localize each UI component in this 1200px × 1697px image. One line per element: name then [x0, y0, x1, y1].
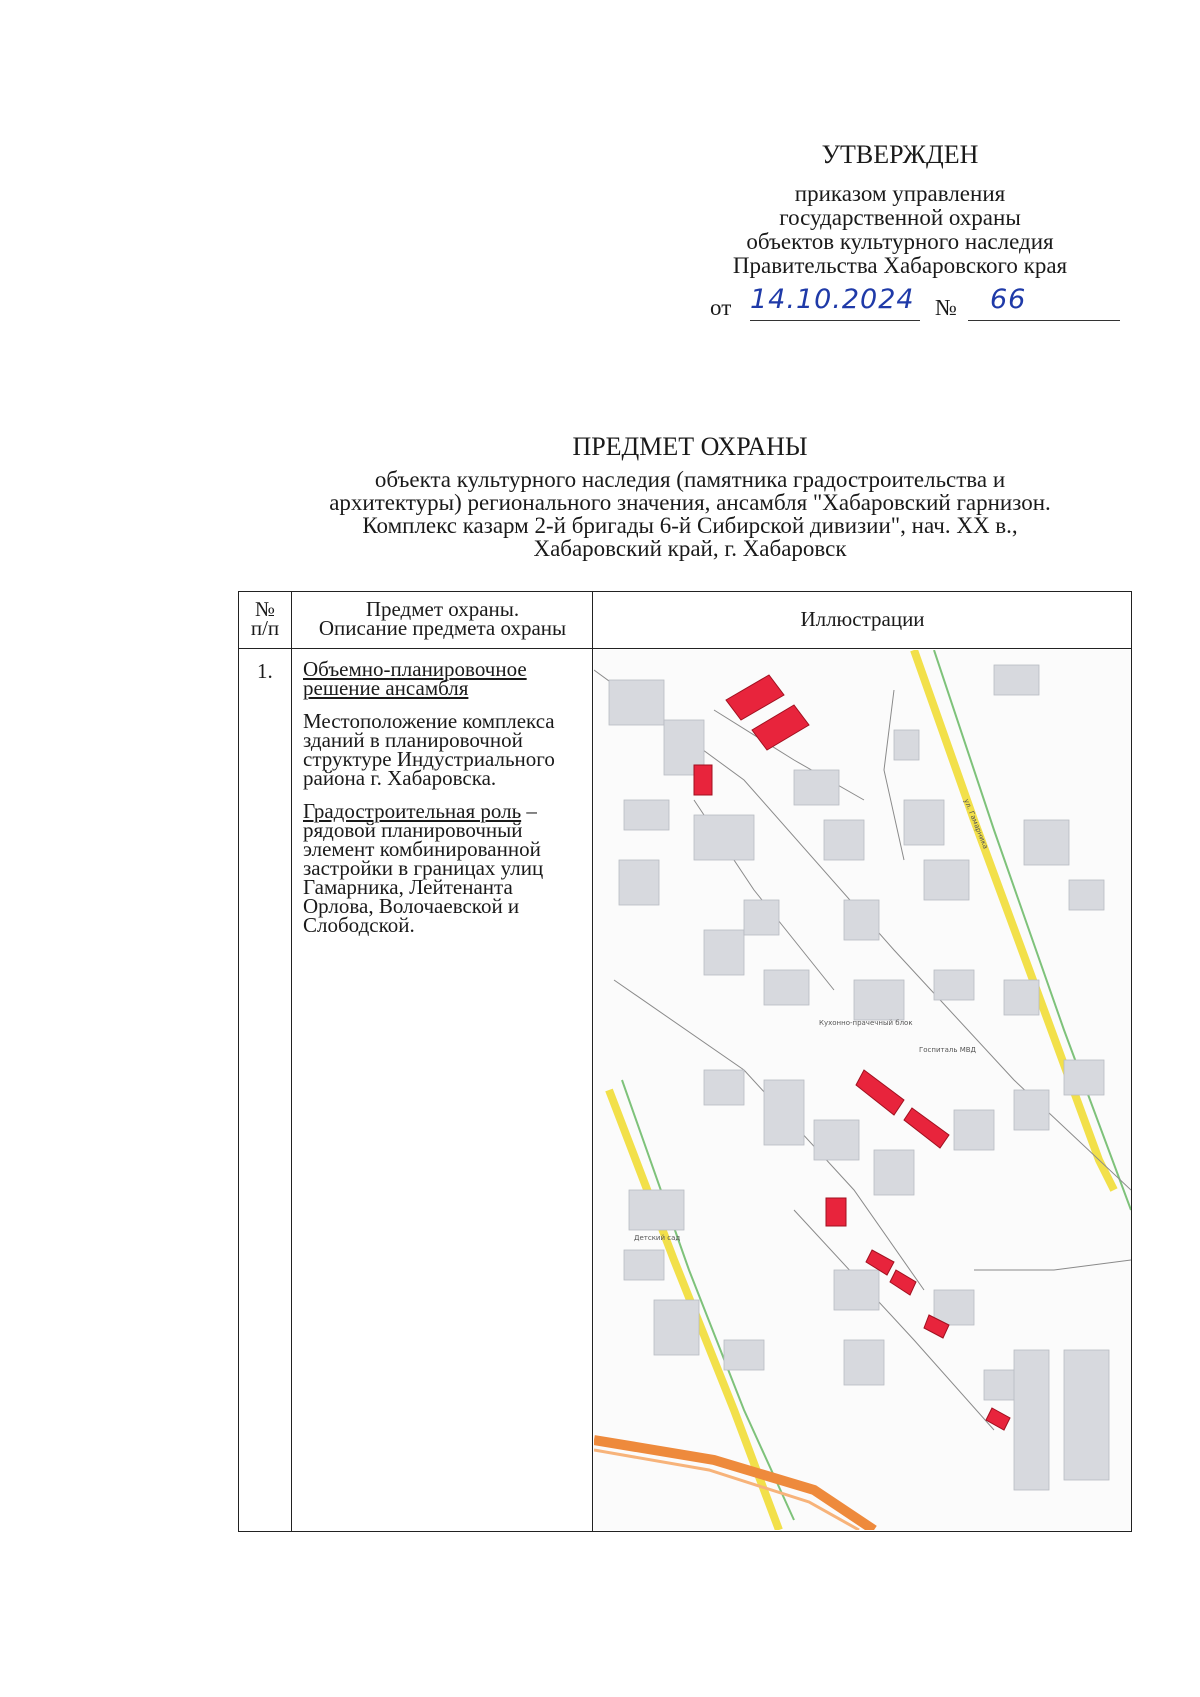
column-divider — [592, 592, 593, 1531]
site-plan-svg — [594, 650, 1131, 1530]
row-description — [303, 657, 583, 949]
map-label: Кухонно-прачечный блок — [819, 1019, 913, 1027]
header-subject-line: Предмет охраны. — [365, 597, 520, 621]
approval-line: государственной охраны — [779, 205, 1021, 230]
number-underline — [968, 320, 1120, 321]
para-line: Орлова, Волочаевской и — [303, 894, 520, 918]
subtitle-line: архитектуры) регионального значения, ансамбля "Хабаровский гарнизон. — [329, 490, 1051, 515]
order-date: 14.10.2024 — [750, 284, 915, 315]
approval-block — [690, 140, 1110, 322]
para-line: района г. Хабаровска. — [303, 766, 497, 790]
approval-line: объектов культурного наследия — [746, 229, 1054, 254]
header-divider — [239, 648, 1131, 649]
header-num-symbol: № — [254, 597, 276, 621]
para-line: застройки в границах улиц — [303, 856, 544, 880]
header-subject — [293, 597, 592, 640]
subject-title-line: Объемно-планировочное — [303, 657, 527, 681]
map-label: ул. Гамарника — [962, 797, 990, 851]
subject-title-line: решение ансамбля — [303, 676, 469, 700]
map-label: Госпиталь МВД — [919, 1046, 977, 1054]
document-subtitle — [140, 468, 1200, 560]
role-title: Градостроительная роль — [303, 799, 522, 823]
para-line: рядовой планировочный — [303, 818, 523, 842]
para-line: Гамарника, Лейтенанта — [303, 875, 513, 899]
column-divider — [291, 592, 292, 1531]
order-line — [690, 284, 1110, 322]
header-num — [239, 597, 291, 640]
para-line: Слободской. — [303, 913, 415, 937]
document-title: ПРЕДМЕТ ОХРАНЫ — [572, 432, 808, 461]
approval-line: приказом управления — [794, 181, 1006, 206]
para-line: зданий в планировочной — [303, 728, 523, 752]
protected-building — [826, 1198, 846, 1226]
from-label: от — [710, 295, 732, 320]
para-line: структуре Индустриального — [303, 747, 555, 771]
date-underline — [750, 320, 920, 321]
header-subject-line: Описание предмета охраны — [318, 616, 567, 640]
approval-title: УТВЕРЖДЕН — [821, 140, 979, 169]
header-illustrations: Иллюстрации — [800, 607, 925, 631]
site-plan-map — [594, 650, 1131, 1530]
role-dash: – — [521, 799, 537, 823]
para-line: элемент комбинированной — [303, 837, 541, 861]
order-number: 66 — [990, 284, 1027, 315]
protection-table — [238, 591, 1132, 1532]
header-num-abbr: п/п — [250, 616, 280, 640]
map-label: Детский сад — [634, 1234, 681, 1242]
subtitle-line: объекта культурного наследия (памятника градостроительства и — [374, 467, 1006, 492]
row-number: 1. — [257, 659, 273, 683]
subtitle-line: Хабаровский край, г. Хабаровск — [533, 536, 847, 561]
approval-line: Правительства Хабаровского края — [732, 253, 1068, 278]
subtitle-line: Комплекс казарм 2-й бригады 6-й Сибирской дивизии", нач. XX в., — [362, 513, 1018, 538]
number-label: № — [935, 295, 957, 320]
protected-building — [694, 765, 712, 795]
para-line: Местоположение комплекса — [303, 709, 555, 733]
